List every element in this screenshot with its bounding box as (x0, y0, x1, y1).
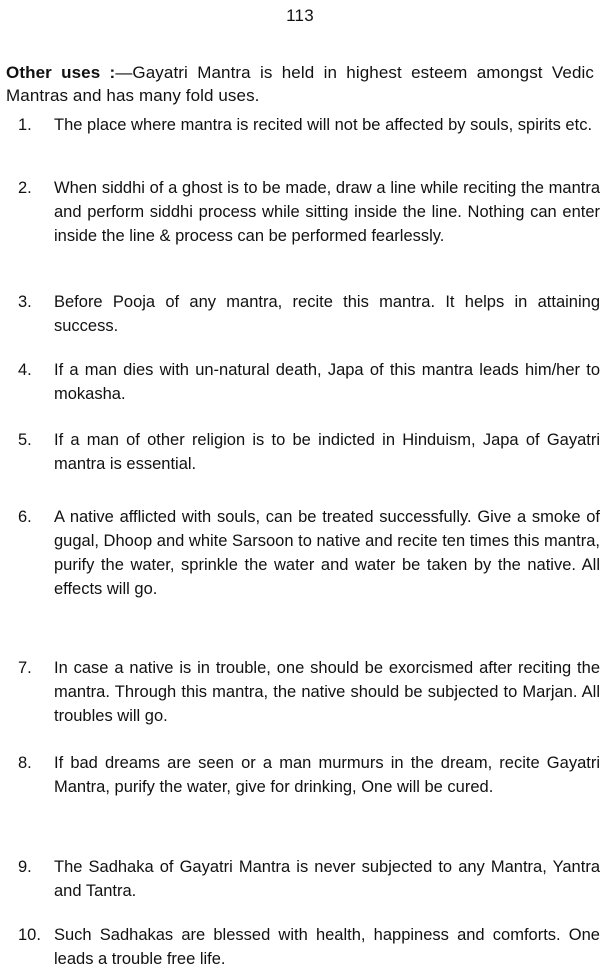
list-item (18, 428, 600, 476)
list-item-text: In case a native is in trouble, one should be exorcismed after reciting the mantra. Through this mantra, the native should be subjected to Marjan. All troubles will go. (54, 659, 600, 725)
intro-lead: Other uses : (6, 63, 116, 82)
list-item (18, 290, 600, 338)
list-item (18, 855, 600, 903)
list-item-number: 4. (18, 361, 32, 379)
list-item-number: 3. (18, 293, 32, 311)
intro-text: —Gayatri Mantra is held in highest esteem amongst Vedic Mantras and has many fold uses. (6, 63, 594, 105)
list-item (18, 176, 600, 248)
list-item-number: 9. (18, 858, 32, 876)
list-item (18, 358, 600, 406)
list-item-text: A native afflicted with souls, can be treated successfully. Give a smoke of gugal, Dhoop and white Sarsoon to native and recite ten times this mantra, purify the water, sprinkle the water and water be taken by the native. All effects will go. (54, 508, 600, 598)
list-item-number: 8. (18, 754, 32, 772)
list-item-text: If a man dies with un-natural death, Japa of this mantra leads him/her to mokasha. (54, 361, 600, 403)
list-item-number: 6. (18, 508, 32, 526)
list-item-number: 5. (18, 431, 32, 449)
list-item-text: If bad dreams are seen or a man murmurs in the dream, recite Gayatri Mantra, purify the water, give for drinking, One will be cured. (54, 754, 600, 796)
list-item-number: 7. (18, 659, 32, 677)
list-item-text: When siddhi of a ghost is to be made, draw a line while reciting the mantra and perform siddhi process while sitting inside the line. Nothing can enter inside the line & process can be performed fearlessly. (54, 179, 600, 245)
list-item-text: Such Sadhakas are blessed with health, happiness and comforts. One leads a trouble free life. (54, 926, 600, 968)
list-item-number: 10. (18, 926, 41, 944)
page-number: 113 (286, 6, 314, 25)
list-item (18, 505, 600, 601)
list-item (18, 923, 600, 971)
list-item (18, 113, 600, 137)
list-item-text: Before Pooja of any mantra, recite this mantra. It helps in attaining success. (54, 293, 600, 335)
list-item (18, 656, 600, 728)
list-item-number: 2. (18, 179, 32, 197)
list-item-number: 1. (18, 116, 32, 134)
list-item-text: If a man of other religion is to be indicted in Hinduism, Japa of Gayatri mantra is essential. (54, 431, 600, 473)
list-item-text: The Sadhaka of Gayatri Mantra is never subjected to any Mantra, Yantra and Tantra. (54, 858, 600, 900)
list-item-text: The place where mantra is recited will not be affected by souls, spirits etc. (54, 116, 593, 134)
list-item (18, 751, 600, 799)
